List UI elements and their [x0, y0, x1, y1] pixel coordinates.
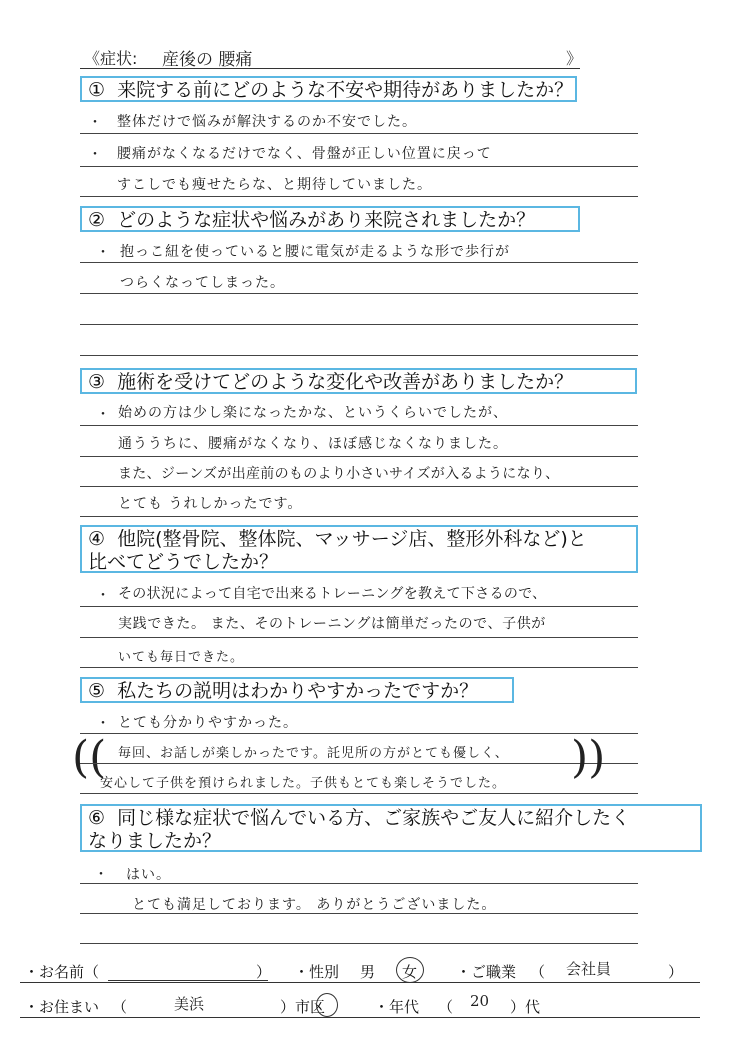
bullet: ・	[96, 716, 110, 732]
question-2-number: ②	[88, 209, 106, 231]
question-4	[80, 525, 638, 573]
bullet: ・	[88, 147, 102, 163]
question-2-text: どのような症状や悩みがあり来院されましたか？	[117, 209, 536, 231]
age-open: （	[438, 998, 454, 1016]
answer-5-1: とても分かりやすかった。	[118, 715, 298, 731]
name-field-line[interactable]	[108, 980, 268, 981]
answer-rule	[80, 943, 638, 944]
job-label: ・ご職業	[456, 963, 517, 981]
answer-3-1: 始めの方は少し楽になったかな、というくらいでしたが、	[118, 405, 508, 421]
answer-3-4: とても うれしかったです。	[118, 496, 303, 512]
answer-1-2: 腰痛がなくなるだけでなく、骨盤が正しい位置に戻って	[117, 146, 492, 162]
gender-female[interactable]: 女	[402, 963, 418, 981]
answer-3-2: 通ううちに、腰痛がなくなり、ほぼ感じなくなりました。	[118, 436, 508, 452]
symptom-close: 》	[566, 49, 583, 68]
symptom-label: 《症状:	[84, 49, 138, 68]
answer-rule	[80, 166, 638, 167]
question-6-text-line2: なりましたか？	[88, 830, 222, 852]
age-close: ）代	[510, 998, 541, 1016]
answer-rule	[80, 196, 638, 197]
question-2	[80, 206, 580, 232]
answer-2-2: つらくなってしまった。	[120, 275, 285, 291]
question-1	[80, 76, 577, 102]
answer-rule	[80, 763, 638, 764]
answer-rule	[80, 883, 638, 884]
answer-rule	[80, 637, 638, 638]
answer-rule	[80, 133, 638, 134]
answer-rule	[80, 516, 638, 517]
gender-label: ・性別	[294, 963, 340, 981]
answer-rule	[80, 606, 638, 607]
address-open: （	[112, 998, 128, 1016]
answer-1-3: すこしでも痩せたらな、と期待していました。	[117, 177, 432, 193]
bracket-close: ))	[571, 732, 606, 783]
bracket-open: ((	[72, 732, 107, 783]
answer-rule	[80, 425, 638, 426]
gender-female-circle-mark	[396, 957, 424, 983]
answer-6-1: はい。	[126, 867, 171, 883]
question-6	[80, 804, 702, 852]
question-4-number: ④	[88, 528, 106, 550]
address-value: 美浜	[174, 995, 205, 1013]
answer-rule	[80, 913, 638, 914]
answer-rule	[80, 456, 638, 457]
address-close: ）市区	[280, 998, 326, 1016]
address-label: ・お住まい	[24, 998, 100, 1016]
symptom-underline	[80, 46, 583, 69]
symptom-value: 産後の 腰痛	[162, 50, 253, 70]
name-label: ・お名前（	[24, 963, 100, 981]
question-3	[80, 368, 637, 394]
age-value: 20	[470, 992, 490, 1010]
answer-rule	[80, 793, 638, 794]
answer-rule	[80, 733, 638, 734]
question-4-text-line1: 他院(整骨院、整体院、マッサージ店、整形外科など)と	[117, 528, 587, 550]
bullet: ・	[94, 867, 108, 883]
question-1-number: ①	[88, 79, 106, 101]
bullet: ・	[88, 115, 102, 131]
answer-3-3: また、ジーンズが出産前のものより小さいサイズが入るようになり、	[118, 466, 560, 482]
answer-2-1: 抱っこ紐を使っていると腰に電気が走るような形で歩行が	[120, 244, 510, 260]
question-6-number: ⑥	[88, 807, 106, 829]
job-close: ）	[668, 963, 684, 981]
footer-row-1-rule	[20, 982, 700, 983]
job-open: （	[530, 963, 546, 981]
ku-circle-mark	[316, 993, 338, 1017]
age-label: ・年代	[374, 998, 420, 1016]
answer-5-3: 安心して子供を預けられました。子供もとても楽しそうでした。	[100, 776, 507, 791]
question-5-number: ⑤	[88, 680, 106, 702]
question-3-number: ③	[88, 371, 106, 393]
question-3-text: 施術を受けてどのような変化や改善がありましたか？	[117, 371, 574, 393]
bullet: ・	[96, 588, 110, 604]
answer-rule	[80, 262, 638, 263]
answer-rule	[80, 324, 638, 325]
question-5	[80, 677, 514, 703]
question-4-text-line2: 比べてどうでしたか？	[88, 551, 279, 573]
answer-4-3: いても毎日できた。	[118, 650, 245, 665]
answer-rule	[80, 293, 638, 294]
question-1-text: 来院する前にどのような不安や期待がありましたか？	[117, 79, 574, 101]
answer-1-1: 整体だけで悩みが解決するのか不安でした。	[117, 114, 417, 130]
answer-4-2: 実践できた。 また、そのトレーニングは簡単だったので、子供が	[118, 616, 546, 632]
bullet: ・	[96, 407, 110, 423]
answer-4-1: その状況によって自宅で出来るトレーニングを教えて下さるので、	[118, 586, 547, 602]
answer-6-2: とても満足しております。 ありがとうございました。	[132, 897, 497, 913]
name-close: ）	[256, 963, 272, 981]
job-value: 会社員	[566, 960, 612, 978]
bullet: ・	[96, 245, 110, 261]
answer-rule	[80, 486, 638, 487]
answer-rule	[80, 667, 638, 668]
answer-5-2: 毎回、お話しが楽しかったです。託児所の方がとても優しく、	[118, 746, 509, 761]
footer-row-2-rule	[20, 1017, 700, 1018]
question-6-text-line1: 同じ様な症状で悩んでいる方、ご家族やご友人に紹介したく	[117, 807, 631, 829]
answer-rule	[80, 355, 638, 356]
gender-male[interactable]: 男	[360, 963, 376, 981]
question-5-text: 私たちの説明はわかりやすかったですか？	[117, 680, 479, 702]
